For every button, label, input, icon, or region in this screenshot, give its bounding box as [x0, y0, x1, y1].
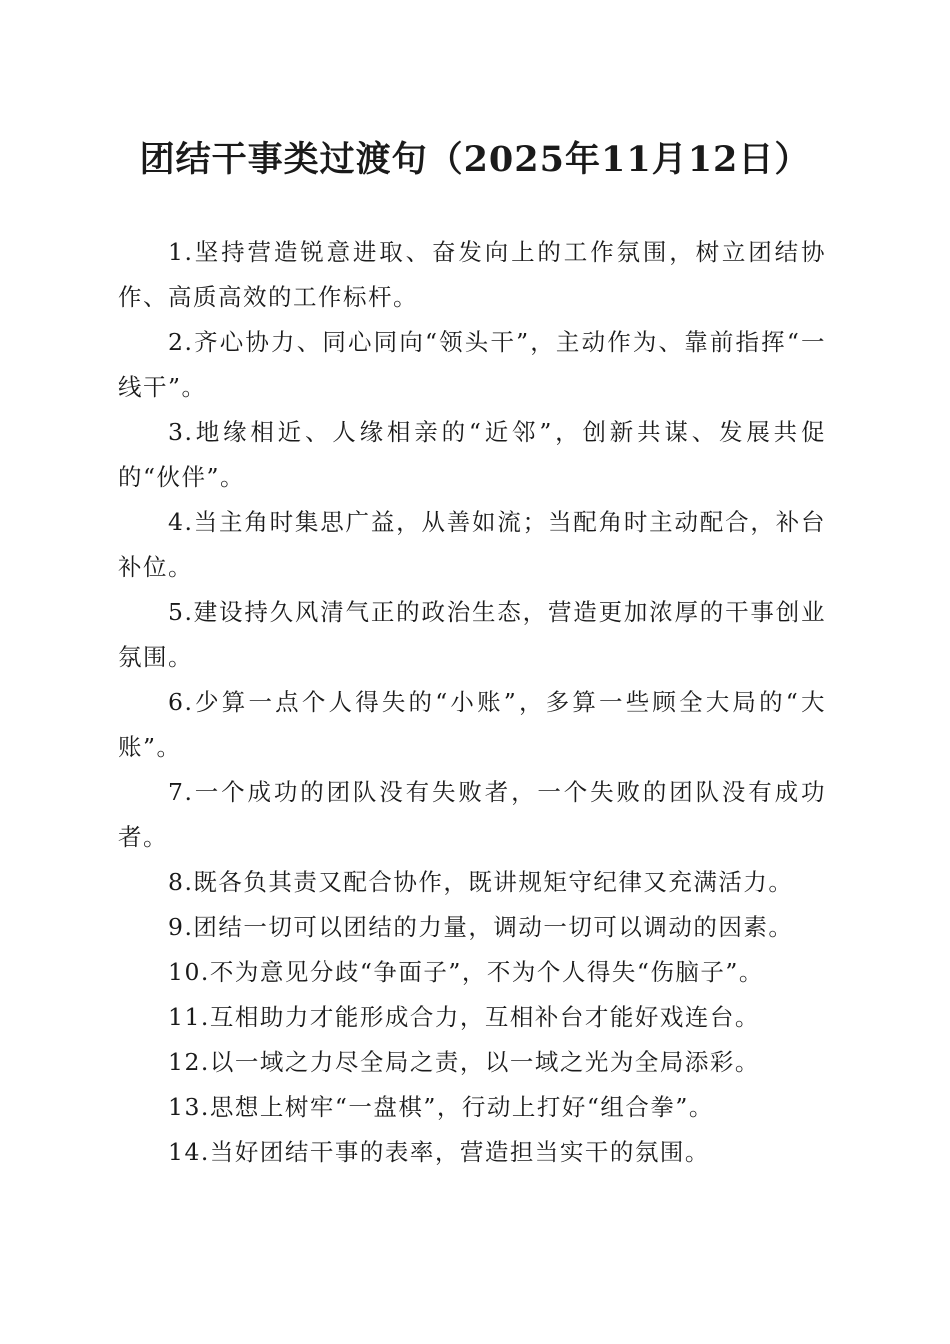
paragraph-3: 3.地缘相近、人缘相亲的“近邻”，创新共谋、发展共促的“伙伴”。: [118, 418, 826, 491]
paragraph-14: 14.当好团结干事的表率，营造担当实干的氛围。: [168, 1138, 710, 1166]
paragraph-2: 2.齐心协力、同心同向“领头干”，主动作为、靠前指挥“一线干”。: [118, 328, 826, 401]
paragraph-7: 7.一个成功的团队没有失败者，一个失败的团队没有成功者。: [118, 778, 826, 851]
paragraph-1: 1.坚持营造锐意进取、奋发向上的工作氛围，树立团结协作、高质高效的工作标杆。: [118, 238, 826, 311]
document-body: [118, 230, 826, 1175]
paragraph-6: 6.少算一点个人得失的“小账”，多算一些顾全大局的“大账”。: [118, 688, 826, 761]
paragraph-10: 10.不为意见分歧“争面子”，不为个人得失“伤脑子”。: [168, 958, 764, 986]
paragraph-8: 8.既各负其责又配合协作，既讲规矩守纪律又充满活力。: [168, 868, 794, 896]
paragraph-12: 12.以一域之力尽全局之责，以一域之光为全局添彩。: [168, 1048, 760, 1076]
paragraph-13: 13.思想上树牢“一盘棋”，行动上打好“组合拳”。: [168, 1093, 714, 1121]
paragraph-4: 4.当主角时集思广益，从善如流；当配角时主动配合，补台补位。: [118, 508, 826, 581]
paragraph-9: 9.团结一切可以团结的力量，调动一切可以调动的因素。: [168, 913, 794, 941]
paragraph-5: 5.建设持久风清气正的政治生态，营造更加浓厚的干事创业氛围。: [118, 598, 826, 671]
document-title: 团结干事类过渡句（2025年11月12日）: [139, 139, 811, 180]
paragraph-11: 11.互相助力才能形成合力，互相补台才能好戏连台。: [168, 1003, 760, 1031]
